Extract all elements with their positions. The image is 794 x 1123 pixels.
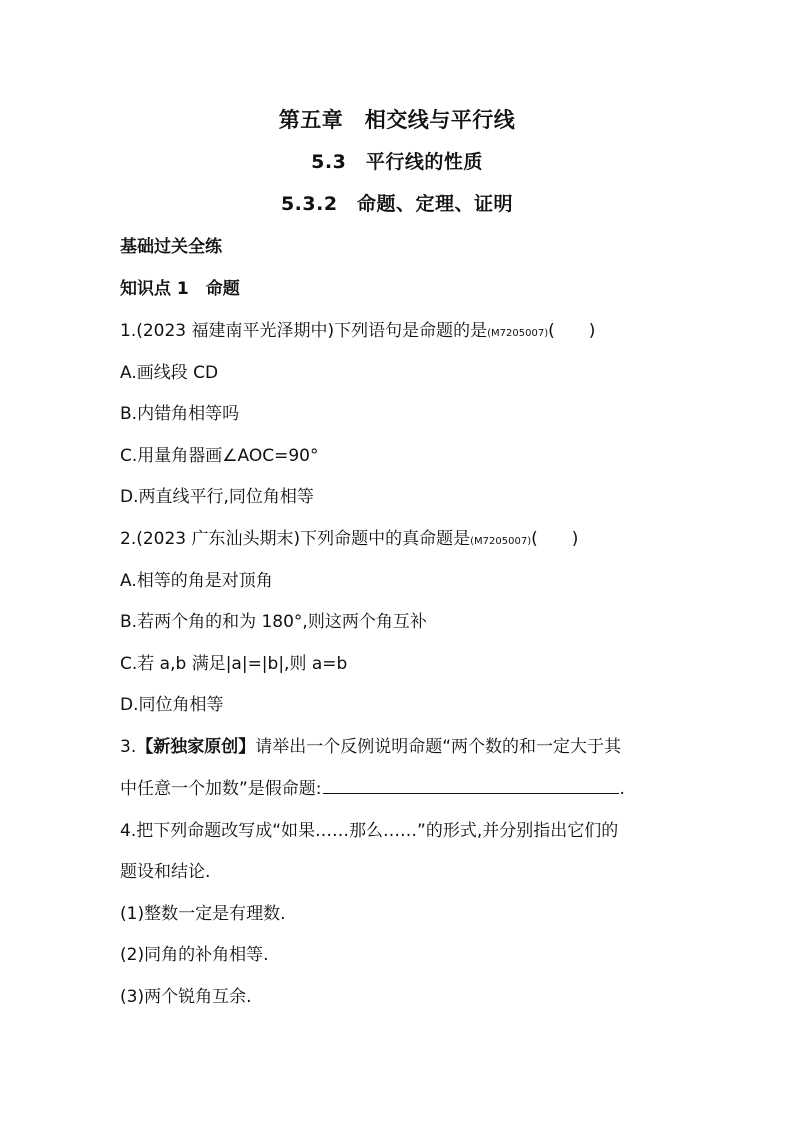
question-4-line1: 4.把下列命题改写成“如果……那么……”的形式,并分别指出它们的 [120, 821, 619, 841]
section-title: 5.3 平行线的性质 [311, 151, 483, 173]
question-2 [120, 524, 578, 549]
answer-blank[interactable] [323, 775, 619, 794]
question-1-code: (M7205007) [487, 328, 549, 339]
question-1-option-c: C.用量角器画∠AOC=90° [120, 446, 319, 466]
question-3-text-line1: 请举出一个反例说明命题“两个数的和一定大于其 [255, 737, 622, 757]
question-1-answer-paren: ( ) [548, 321, 596, 341]
question-1-option-b: B.内错角相等吗 [120, 404, 240, 424]
question-3 [120, 732, 621, 757]
practice-heading: 基础过关全练 [120, 237, 222, 257]
question-3-line2 [120, 774, 625, 799]
question-2-option-b: B.若两个角的和为 180°,则这两个角互补 [120, 612, 427, 632]
question-2-stem: 2.(2023 广东汕头期末)下列命题中的真命题是 [120, 529, 471, 549]
knowledge-point-heading: 知识点 1 命题 [120, 279, 240, 299]
question-3-text-line2: 中任意一个加数”是假命题: [120, 779, 322, 799]
subsection-title: 5.3.2 命题、定理、证明 [280, 193, 514, 215]
question-4-line2: 题设和结论. [120, 862, 211, 882]
question-3-number: 3. [120, 737, 137, 757]
question-4-item-3: (3)两个锐角互余. [120, 987, 252, 1007]
question-4-item-1: (1)整数一定是有理数. [120, 904, 286, 924]
chapter-title: 第五章 相交线与平行线 [278, 108, 516, 132]
question-1-stem: 1.(2023 福建南平光泽期中)下列语句是命题的是 [120, 321, 488, 341]
question-1-option-d: D.两直线平行,同位角相等 [120, 487, 314, 507]
question-1-option-a: A.画线段 CD [120, 363, 219, 383]
question-2-option-c: C.若 a,b 满足|a|=|b|,则 a=b [120, 654, 348, 674]
question-2-code: (M7205007) [470, 536, 532, 547]
question-3-tag: 【新独家原创】 [136, 737, 256, 757]
question-1 [120, 316, 595, 341]
question-2-answer-paren: ( ) [531, 529, 579, 549]
question-3-end: . [619, 779, 625, 799]
question-2-option-a: A.相等的角是对顶角 [120, 571, 273, 591]
question-2-option-d: D.同位角相等 [120, 695, 224, 715]
question-4-item-2: (2)同角的补角相等. [120, 945, 269, 965]
